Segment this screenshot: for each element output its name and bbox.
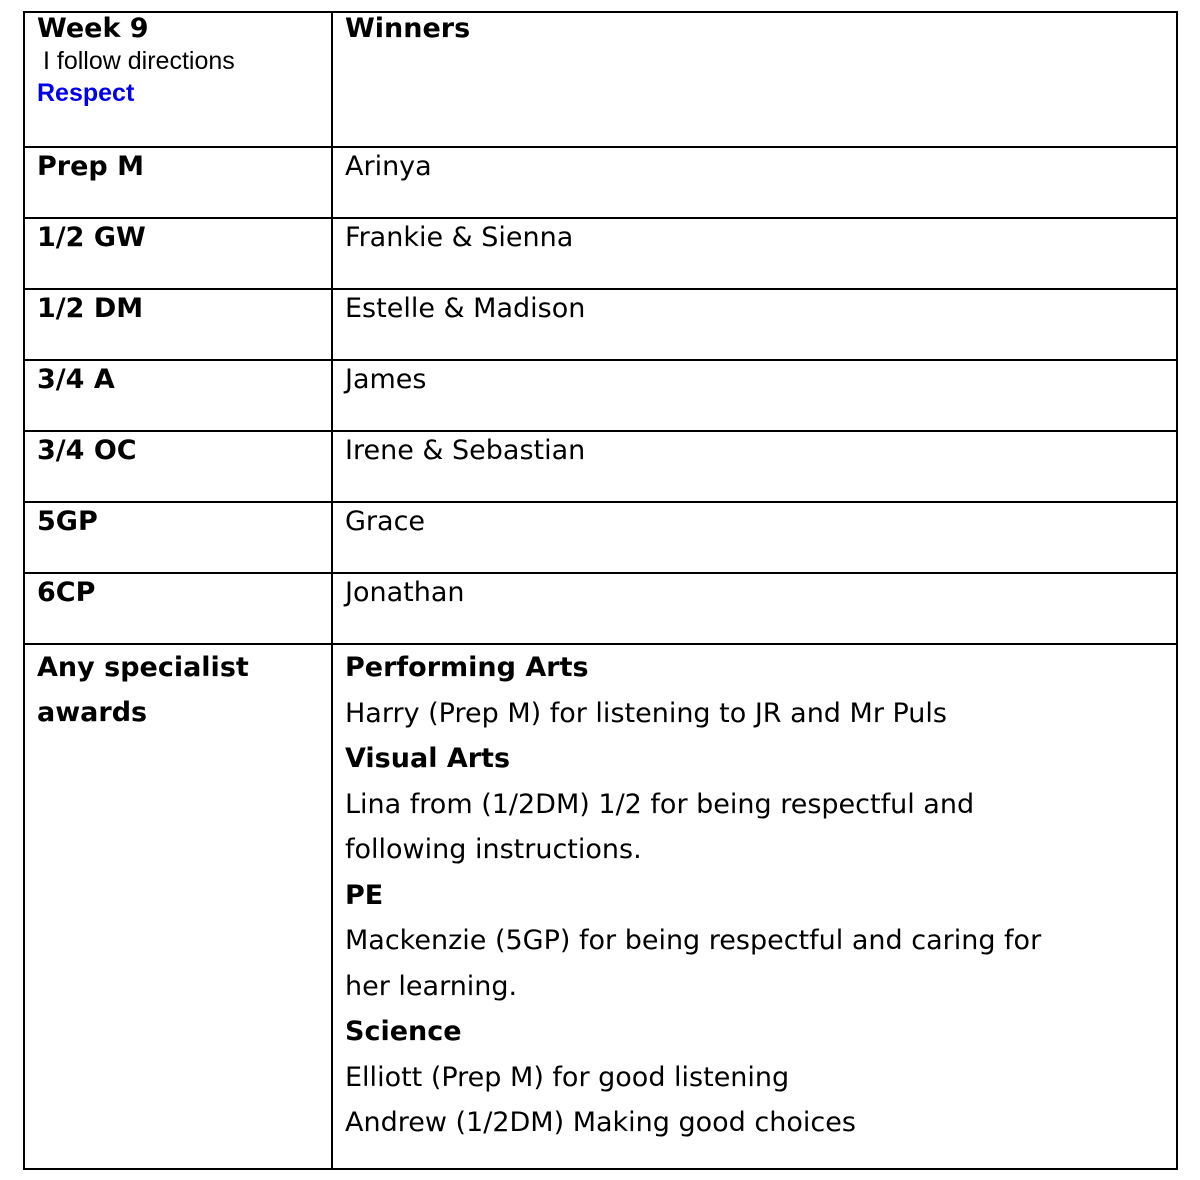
specialist-label-cont: awards <box>37 697 148 728</box>
specialist-line: Elliott (Prep M) for good listening <box>345 1061 790 1093</box>
table-row <box>24 573 1177 644</box>
class-name: 1/2 GW <box>37 222 146 253</box>
class-name: 3/4 OC <box>37 435 137 466</box>
specialist-line: following instructions. <box>345 834 642 865</box>
header-week-cell <box>24 12 332 147</box>
table-row <box>24 218 1177 289</box>
specialist-awards-cell <box>332 644 1177 1169</box>
table-row <box>24 502 1177 573</box>
table-row <box>24 431 1177 502</box>
winners-label: Winners <box>345 13 471 44</box>
header-winners-cell <box>332 12 1177 147</box>
class-name: Prep M <box>37 151 145 182</box>
specialist-line: Lina from (1/2DM) 1/2 for being respectful and <box>345 788 975 820</box>
specialist-line: Mackenzie (5GP) for being respectful and caring for <box>345 925 1042 956</box>
specialist-line: Andrew (1/2DM) Making good choices <box>345 1107 856 1138</box>
week-subtitle: I follow directions <box>43 47 235 75</box>
class-winners: Irene & Sebastian <box>345 435 586 466</box>
awards-table <box>23 11 1178 1170</box>
class-winners: Jonathan <box>345 577 465 608</box>
specialist-label-cell <box>24 644 332 1169</box>
week-label: Week 9 <box>37 13 149 44</box>
specialist-line: Harry (Prep M) for listening to JR and Mr Puls <box>345 697 947 729</box>
specialist-line: PE <box>345 879 384 911</box>
class-winners: Arinya <box>345 151 432 182</box>
specialist-line: her learning. <box>345 970 518 1002</box>
specialist-label: Any specialist <box>37 652 249 683</box>
class-winners: Estelle & Madison <box>345 293 586 324</box>
class-name: 5GP <box>37 506 98 537</box>
specialist-line: Science <box>345 1016 462 1047</box>
specialist-row <box>24 644 1177 1169</box>
week-value: Respect <box>37 79 135 107</box>
specialist-line: Performing Arts <box>345 652 589 683</box>
specialist-line: Visual Arts <box>345 743 511 774</box>
class-name: 1/2 DM <box>37 293 144 324</box>
class-winners: Grace <box>345 506 426 537</box>
table-row <box>24 289 1177 360</box>
class-name: 6CP <box>37 577 96 608</box>
class-name: 3/4 A <box>37 364 115 395</box>
class-winners: James <box>345 364 427 395</box>
table-row <box>24 360 1177 431</box>
class-winners: Frankie & Sienna <box>345 222 574 253</box>
header-row <box>24 12 1177 147</box>
table-row <box>24 147 1177 218</box>
